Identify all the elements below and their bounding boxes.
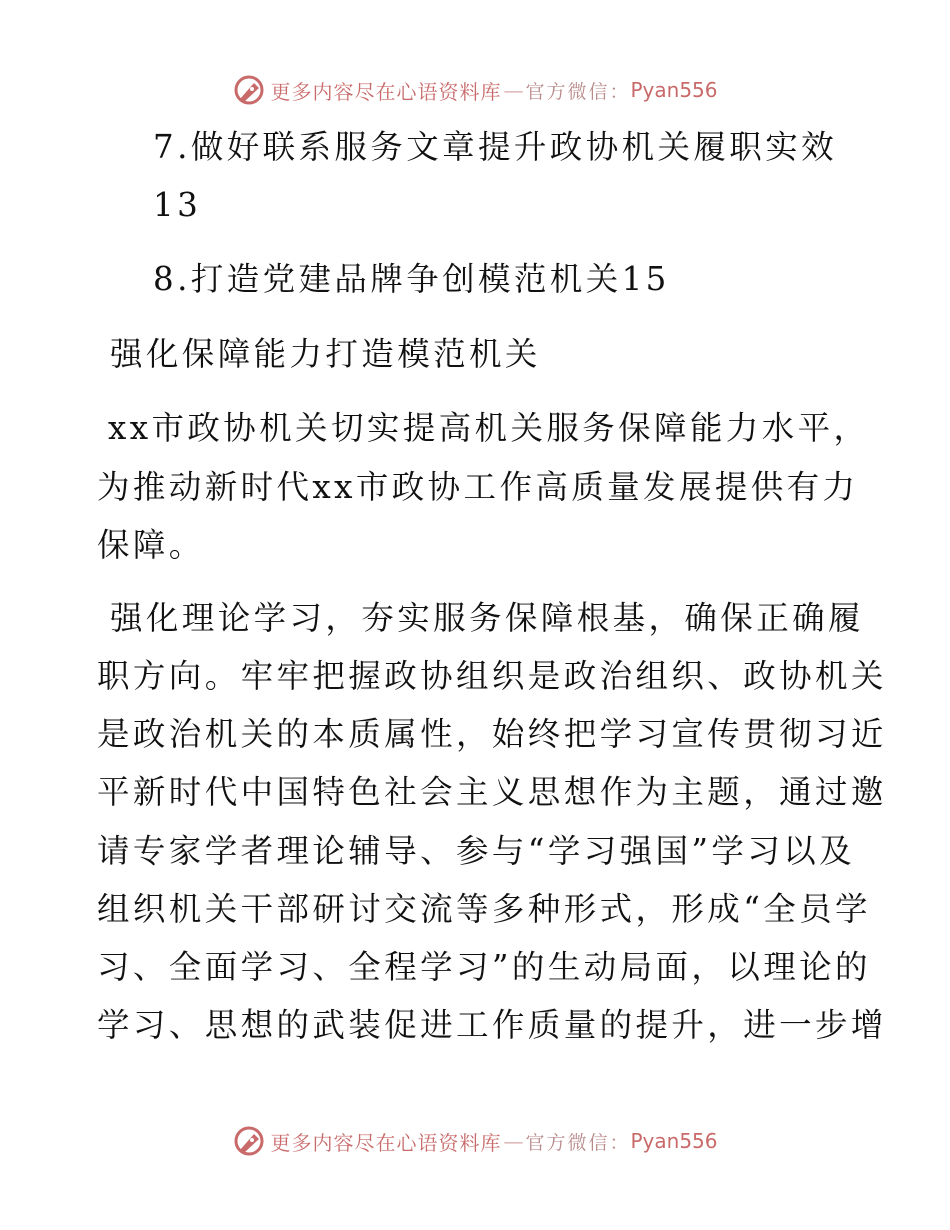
- pen-nib-logo-icon: [232, 73, 266, 107]
- section-heading: 强化保障能力打造模范机关: [110, 335, 541, 373]
- watermark-brand-text: 更多内容尽在心语资料库: [270, 79, 502, 104]
- toc-item-7-page: 13: [153, 186, 202, 224]
- para-line-1: 强化理论学习，夯实服务保障根基，确保正确履: [110, 599, 864, 637]
- para-line-2: 职方向。牢牢把握政协组织是政治组织、政协机关: [97, 657, 887, 695]
- footer-watermark: [0, 1121, 950, 1161]
- para-line-3: 是政治机关的本质属性，始终把学习宣传贯彻习近: [97, 715, 887, 753]
- watermark-official-label: 官方微信：: [525, 1131, 631, 1154]
- toc-item-7-title: 7.做好联系服务文章提升政协机关履职实效: [153, 128, 838, 166]
- intro-line-2: 为推动新时代xx市政协工作高质量发展提供有力: [97, 468, 859, 506]
- para-line-5: 请专家学者理论辅导、参与“学习强国”学习以及: [97, 832, 856, 870]
- para-line-8: 学习、思想的武装促进工作质量的提升，进一步增: [97, 1006, 887, 1044]
- toc-item-8: 8.打造党建品牌争创模范机关15: [153, 260, 670, 298]
- para-line-6: 组织机关干部研讨交流等多种形式，形成“全员学: [97, 890, 871, 928]
- watermark-brand-text: 更多内容尽在心语资料库: [270, 1130, 502, 1155]
- watermark-dash: —: [503, 1129, 524, 1153]
- header-watermark: [0, 70, 950, 110]
- intro-line-3: 保障。: [97, 526, 205, 564]
- pen-nib-logo-icon: [232, 1124, 266, 1158]
- para-line-4: 平新时代中国特色社会主义思想作为主题，通过邀: [97, 773, 887, 811]
- para-line-7: 习、全面学习、全程学习”的生动局面，以理论的: [97, 948, 871, 986]
- intro-line-1: xx市政协机关切实提高机关服务保障能力水平，: [108, 409, 870, 447]
- watermark-dash: —: [503, 78, 524, 102]
- watermark-official-label: 官方微信：: [525, 80, 631, 103]
- watermark-wechat-id: Pyan556: [630, 78, 718, 102]
- watermark-wechat-id: Pyan556: [630, 1129, 718, 1153]
